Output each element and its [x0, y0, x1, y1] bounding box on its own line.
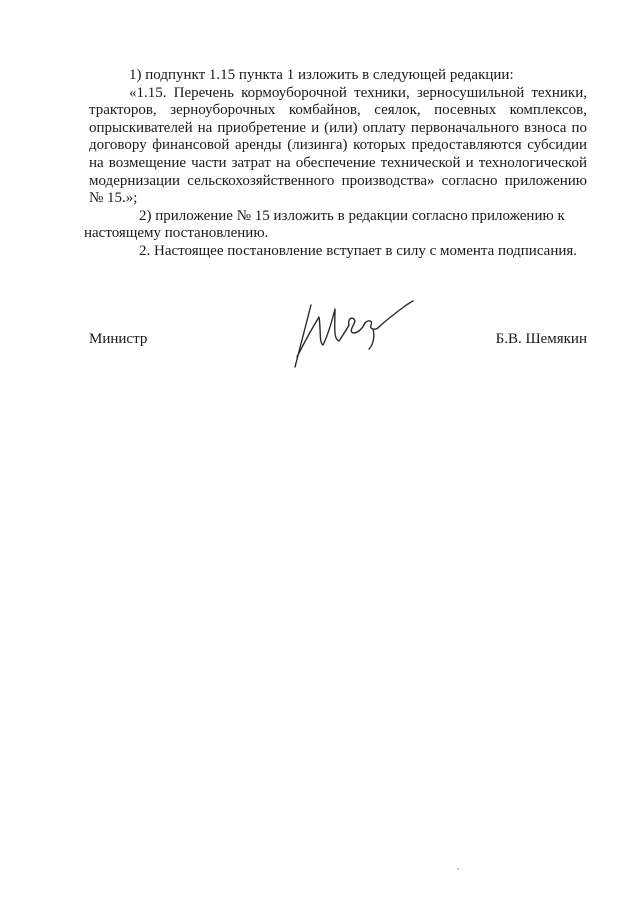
signatory-title: Министр — [89, 331, 148, 347]
paragraph-subpoint-1: 1) подпункт 1.15 пункта 1 изложить в следующей редакции: — [129, 67, 514, 83]
paragraph-effective-date: 2. Настоящее постановление вступает в силу с момента подписания. — [139, 242, 578, 259]
signatory-name: Б.В. Шемякин — [495, 331, 587, 347]
paragraph-quoted-list — [89, 85, 587, 208]
quoted-list-text: «1.15. Перечень кормоуборочной техники, зерносушильной техники, тракторов, зерноуборочных комбайнов, сеялок, посевных комплексов, опрыскивателей на приобретение и (или) оплату первоначального взноса по договору финансовой аренды (лизинга) которых предоставляются субсидии на возмещение части затрат на обеспечение технической и технологической модернизации сельскохозяйственного производства» согласно приложению № 15.»; — [89, 84, 587, 207]
document-body — [84, 67, 587, 261]
page-mark — [457, 868, 459, 870]
handwritten-signature — [289, 295, 419, 375]
signature-block — [89, 330, 587, 390]
paragraph-subpoint-2: 2) приложение № 15 изложить в редакции согласно приложению к настоящему постановлению. — [84, 207, 565, 242]
